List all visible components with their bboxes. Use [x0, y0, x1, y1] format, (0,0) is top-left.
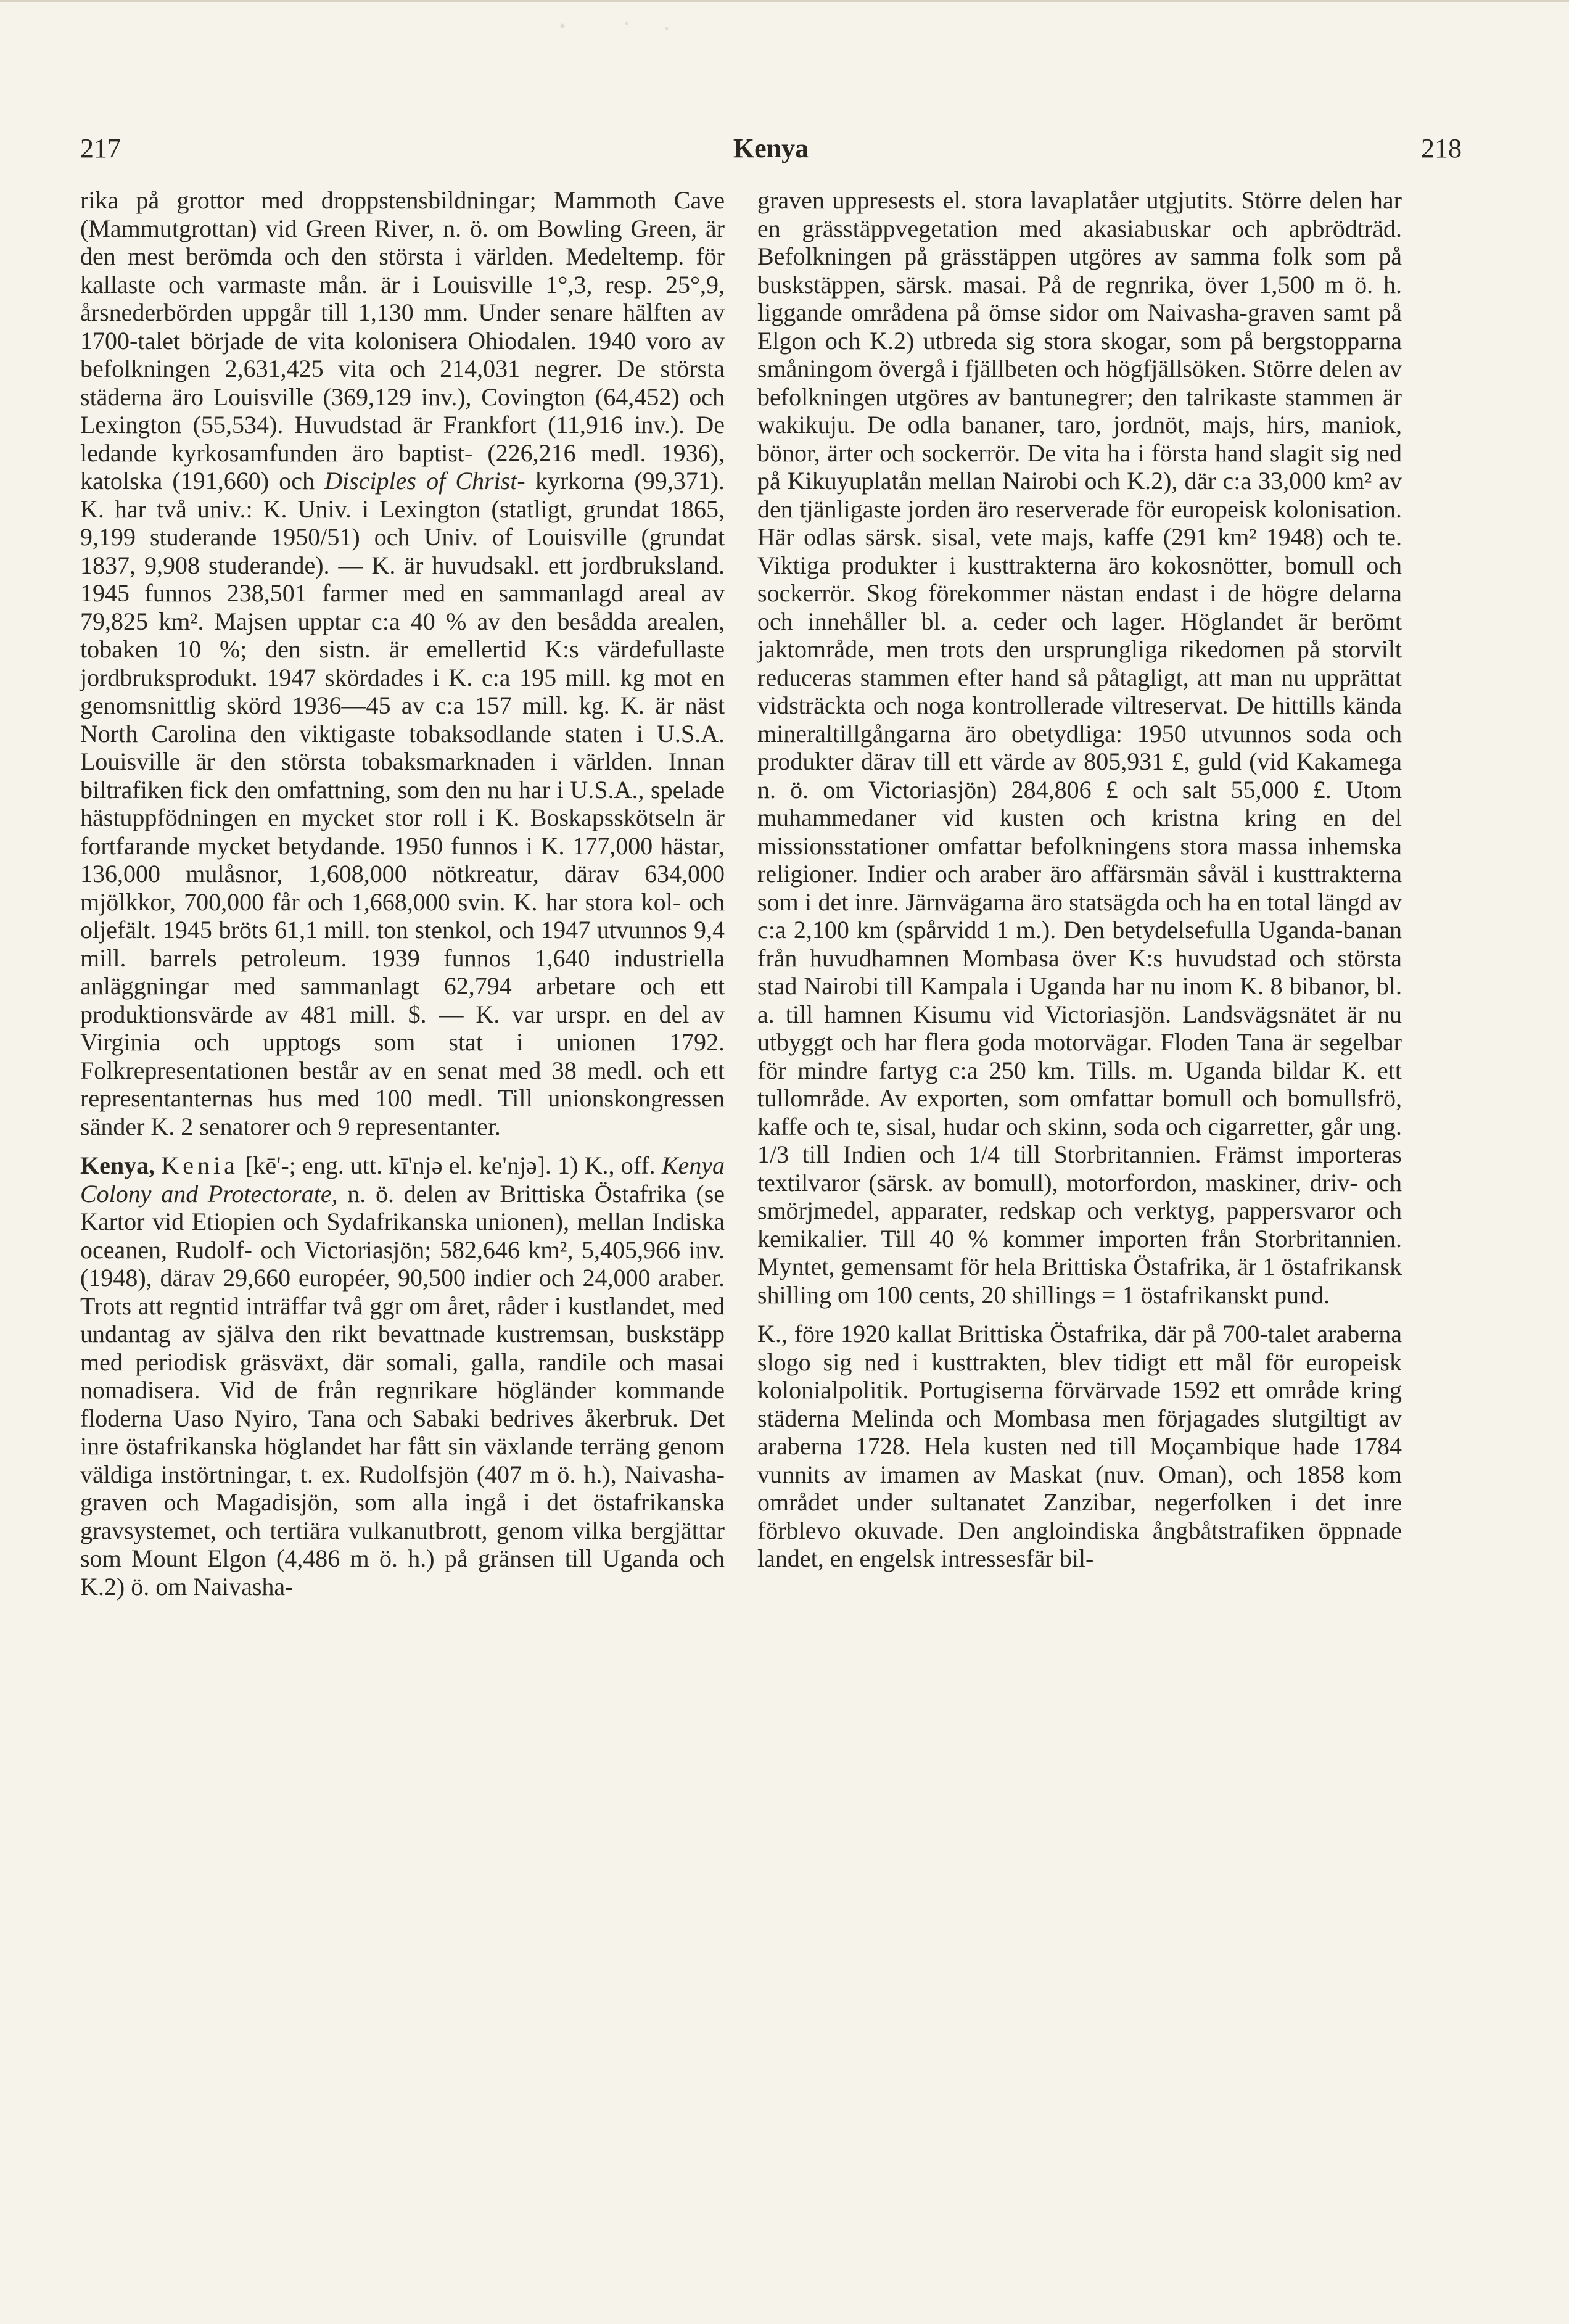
paragraph-text: [kē'-; eng. utt. kī'njə el. ke'njə]. 1) K., off.	[245, 1152, 656, 1179]
right-column	[757, 186, 1402, 1573]
kenya-history-paragraph	[757, 1320, 1402, 1573]
paragraph-text: graven uppresests el. stora lavaplatåer utgjutits. Större delen har en grässtäppvegetation med akasiabuskar och apbrödträd. Befolkningen på grässtäppen utgöres av samma folk som på buskstäppen, särsk. masai. På de regnrika, över 1,500 m ö. h. liggande områdena på ömse sidor om Naivasha-graven samt på Elgon och K.2) utbreda sig stora skogar, som på bergstopparna småningom övergå i fjällbeten och högfjällsöken. Större delen av befolkningen utgöres av bantunegrer; den talrikaste stammen är wakikuju. De odla bananer, taro, jordnöt, majs, hirs, maniok, bönor, ärter och sockerrör. De vita ha i första hand slagit sig ned på Kikuyuplatån mellan Nairobi och K.2), där c:a 33,000 km² av den tjänligaste jorden äro reserverade för europeisk kolonisation. Här odlas särsk. sisal, vete majs, kaffe (291 km² 1948) och te. Viktiga produkter i kusttrakterna äro kokosnötter, bomull och sockerrör. Skog förekommer nästan endast i de högre delarna och innehåller bl. a. ceder och lager. Höglandet är berömt jaktområde, men trots den ursprungliga rikedomen på storvilt reduceras stammen efter hand så påtagligt, att man nu upprättat vidsträckta och noga kontrollerade viltreservat. De hittills kända mineraltillgångarna äro obetydliga: 1950 utvunnos soda och produkter därav till ett värde av 805,931 £, guld (vid Kakamega n. ö. om Victoriasjön) 284,806 £ och salt 55,000 £. Utom muhammedaner vid kusten och kristna kring en del missionsstationer omfattar befolkningens stora massa inhemska religioner. Indier och araber äro affärsmän såväl i kusttrakterna som i det inre. Järnvägarna äro statsägda och ha en total längd av c:a 2,100 km (spårvidd 1 m.). Den betydelsefulla Uganda-banan från huvudhamnen Mombasa över K:s huvudstad och största stad Nairobi till Kampala i Uganda har nu inom K. 8 bibanor, bl. a. till hamnen Kisumu vid Victoriasjön. Landsvägsnätet är nu utbyggt och har flera goda motorvägar. Floden Tana är segelbar för mindre fartyg c:a 250 km. Tills. m. Uganda bildar K. ett tullområde. Av exporten, som omfattar bomull och bomullsfrö, kaffe och te, sisal, hudar och skinn, soda och cigarretter, går ung. 1/3 till Indien och 1/4 till Storbritannien. Främst importeras textilvaror (särsk. av bomull), motorfordon, maskiner, driv- och smörjmedel, apparater, redskap och verktyg, pappersvaror och kemikalier. Till 40 % kommer importen från Storbritannien. Myntet, gemensamt för hela Brittiska Östafrika, är 1 östafrikansk shilling om 100 cents, 20 shillings = 1 östafrikanskt pund.	[757, 186, 1402, 1309]
paragraph-text: n. ö. delen av Brittiska Östafrika (se Kartor vid Etiopien och Sydafrikanska unionen), mellan Indiska oceanen, Rudolf- och Victoriasjön; 582,646 km², 5,405,966 inv. (1948), därav 29,660 européer, 90,500 indier och 24,000 araber. Trots att regntid inträffar två ggr om året, råder i kustlandet, med undantag av själva den rikt bevattnade kustremsan, buskstäpp med periodisk gräsväxt, där somali, galla, randile och masai nomadisera. Vid de från regnrikare högländer kommande floderna Uaso Nyiro, Tana och Sabaki bedrives åkerbruk. Det inre östafrikanska höglandet har fått sin växlande terräng genom väldiga instörtningar, t. ex. Rudolfsjön (407 m ö. h.), Naivasha-graven och Magadisjön, som alla ingå i det östafrikanska gravsystemet, och tertiära vulkanutbrott, genom vilka bergjättar som Mount Elgon (4,486 m ö. h.) på gränsen till Uganda och K.2) ö. om Naivasha-	[80, 1179, 725, 1601]
page-number-right: 218	[1421, 133, 1462, 163]
kentucky-entry-continuation	[80, 186, 725, 1140]
running-headword: Kenya	[733, 133, 809, 163]
running-head	[80, 133, 1462, 176]
kenya-entry-continuation	[757, 186, 1402, 1309]
entry-lemma: Kenya,	[80, 1152, 155, 1179]
paragraph-text: kyrkorna (99,371). K. har två univ.: K. Univ. i Lexington (statligt, grundat 1865, 9,199 studerande 1950/51) och Univ. of Louisville (grundat 1837, 9,908 studerande). — K. är huvudsakl. ett jordbruksland. 1945 funnos 238,501 farmer med en sammanlagd areal av 79,825 km². Majsen upptar c:a 40 % av den besådda arealen, tobaken 10 %; den sistn. är emellertid K:s värdefullaste jordbruksprodukt. 1947 skördades i K. c:a 195 mill. kg mot en genomsnittlig skörd 1936—45 av c:a 157 mill. kg. K. är näst North Carolina den viktigaste tobaksodlande staten i U.S.A. Louisville är den största tobaksmarknaden i världen. Innan biltrafiken fick den omfattning, som den nu har i U.S.A., spelade hästuppfödningen en mycket stor roll i K. Boskapsskötseln är fortfarande mycket betydande. 1950 funnos i K. 177,000 hästar, 136,000 mulåsnor, 1,608,000 nötkreatur, därav 634,000 mjölkkor, 700,000 får och 1,668,000 svin. K. har stora kol- och oljefält. 1945 bröts 61,1 mill. ton stenkol, och 1947 utvunnos 9,4 mill. barrels petroleum. 1939 funnos 1,640 industriella anläggningar med sammanlagt 62,794 arbetare och ett produktionsvärde av 481 mill. $. — K. var urspr. en del av Virginia och upptogs som stat i unionen 1792. Folkrepresentationen består av en senat med 38 medl. och ett representanternas hus med 100 medl. Till unionskongressen sänder K. 2 senatorer och 9 representanter.	[80, 467, 725, 1140]
kenya-entry	[80, 1152, 725, 1601]
paragraph-text: K., före 1920 kallat Brittiska Östafrika, där på 700-talet araberna slogo sig ned i kusttrakten, blev tidigt ett mål för europeisk kolonialpolitik. Portugiserna förvärvade 1592 ett område kring städerna Melinda och Mombasa men förjagades slutgiltigt av araberna 1728. Hela kusten ned till Moçambique hade 1784 vunnits av imamen av Maskat (nuv. Oman), och 1858 kom området under sultanatet Zanzibar, negerfolken i det inre förblevo okuvade. Den angloindiska ångbåtstrafiken öppnade landet, en engelsk intressesfär bil-	[757, 1320, 1402, 1572]
paragraph-text: rika på grottor med droppstensbildningar; Mammoth Cave (Mammutgrottan) vid Green River, n. ö. om Bowling Green, är den mest berömda och den största i världen. Medeltemp. för kallaste och varmaste mån. är i Louisville 1°,3, resp. 25°,9, årsnederbörden uppgår till 1,130 mm. Under senare hälften av 1700-talet började de vita kolonisera Ohiodalen. 1940 voro av befolkningen 2,631,425 vita och 214,031 negrer. De största städerna äro Louisville (369,129 inv.), Covington (64,452) och Lexington (55,534). Huvudstad är Frankfort (11,916 inv.). De ledande kyrkosamfunden äro baptist- (226,216 medl. 1936), katolska (191,660) och	[80, 186, 725, 495]
italic-term: Disciples of Christ-	[324, 467, 525, 495]
page-edge	[0, 0, 1569, 2]
page-number-left: 217	[80, 133, 121, 163]
paper-speckle	[530, 14, 691, 38]
left-column	[80, 186, 725, 1601]
entry-variant: Kenia	[161, 1152, 239, 1179]
italic-term: Kenya Colony and Protectorate,	[80, 1152, 725, 1208]
